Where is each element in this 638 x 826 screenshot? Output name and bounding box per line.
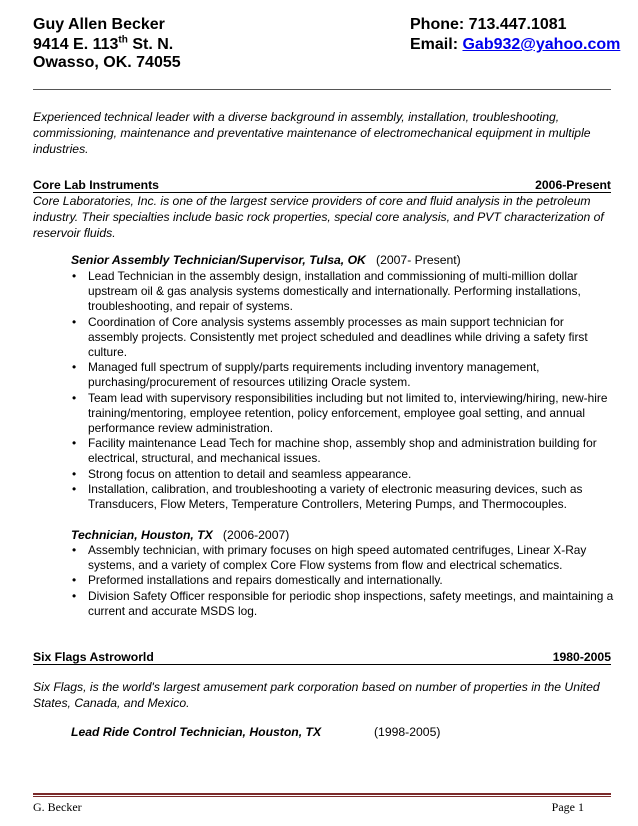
email-line [410,35,620,55]
list-item: • Preformed installations and repairs domestically and internationally. [71,573,616,588]
list-item: • Lead Technician in the assembly design, installation and commissioning of multi-million dollar upstream oil & gas analysis systems domestically and internationally. Performing installations, troubleshooting, and repair of systems. [71,269,616,315]
job-dates: 1980-2005 [552,650,611,664]
role-dates: (2006-2007) [222,528,290,542]
role-dates: (2007- Present) [376,253,461,267]
candidate-name: Guy Allen Becker [33,16,165,33]
list-item: • Installation, calibration, and troubleshooting a variety of electronic measuring devices, such as Transducers, Flow Meters, Temperature Controllers, Metering Pumps, and Thermocouples. [71,482,616,512]
address-ordinal: th [118,34,128,46]
footer-rule [33,793,611,795]
job-dates: 2006-Present [535,178,611,192]
list-item: • Team lead with supervisory responsibilities including but not limited to, interviewing/hiring, new-hire training/mentoring, employee retention, policy enforcement, employee goal setting, and annual performance review administration. [71,391,616,437]
company-description: Six Flags, is the world's largest amusement park corporation based on number of properties in the United States, Canada, and Mexico. [33,680,600,710]
role-bullet-list [71,269,616,512]
list-item: • Managed full spectrum of supply/parts requirements including inventory management, purchasing/procurement of resources utilizing Oracle system. [71,360,616,390]
footer-rule-thin [33,796,611,797]
header-divider [33,89,611,90]
email-link[interactable]: Gab932@yahoo.com [462,36,621,53]
footer-name: G. Becker [33,800,82,814]
list-item: • Coordination of Core analysis systems assembly processes as main support technician for assembly projects. Consistently met project scheduled and deadlines while driving a safety first culture. [71,315,616,361]
phone-number: 713.447.1081 [468,16,567,33]
role-dates: (1998-2005) [374,725,441,739]
role-title: Lead Ride Control Technician, Houston, TX [71,725,322,739]
role-bullet-list [71,543,616,619]
email-label: Email: [410,36,463,53]
phone-line [410,15,567,35]
company-name: Core Lab Instruments [33,178,159,192]
address-line-2: Owasso, OK. 74055 [33,54,181,71]
company-description: Core Laboratories, Inc. is one of the largest service providers of core and fluid analysis in the petroleum industry. Their specialties include basic rock properties, special core analysis, and PVT characterization of reservoir fluids. [33,194,604,240]
summary-paragraph: Experienced technical leader with a diverse background in assembly, installation, troubleshooting, commissioning, maintenance and preventative maintenance of electromechanical equipment in multiple industries. [33,110,591,156]
role-heading [71,724,441,740]
phone-label: Phone: [410,16,469,33]
address-street-suffix: St. N. [127,36,174,53]
address-street: 9414 E. 113 [33,36,119,53]
list-item: • Assembly technician, with primary focuses on high speed automated centrifuges, Linear X-Ray systems, and a variety of complex Core Flow systems from flow and electrical schematics. [71,543,616,573]
address-line-1 [33,35,173,55]
job-heading [33,177,611,193]
role-title: Senior Assembly Technician/Supervisor, Tulsa, OK [71,253,366,267]
role-title: Technician, Houston, TX [71,528,213,542]
company-name: Six Flags Astroworld [33,650,154,664]
list-item: • Facility maintenance Lead Tech for machine shop, assembly shop and administration building for electrical, structural, and mechanical issues. [71,436,616,466]
list-item: • Division Safety Officer responsible for periodic shop inspections, safety meetings, and maintaining a current and accurate MSDS log. [71,589,616,619]
list-item: • Strong focus on attention to detail and seamless appearance. [71,467,616,482]
page-number: Page 1 [551,800,584,814]
role-heading [71,527,289,543]
role-heading [71,252,461,268]
job-heading [33,649,611,665]
